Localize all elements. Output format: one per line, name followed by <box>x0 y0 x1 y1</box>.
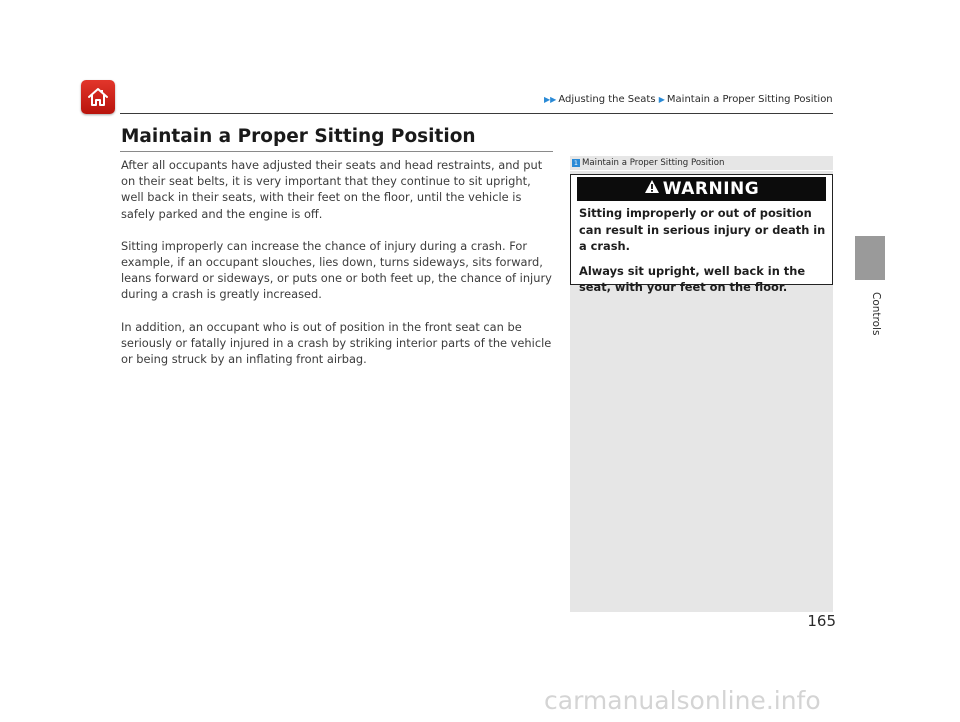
watermark: carmanualsonline.info <box>544 686 821 715</box>
section-tab-marker[interactable] <box>855 236 885 280</box>
body-paragraph: In addition, an occupant who is out of position in the front seat can be seriously or fatally injured in a crash by striking interior parts of the vehicle or being struck by an inflating front airbag. <box>121 319 552 367</box>
home-icon <box>86 86 110 108</box>
header-divider <box>120 113 833 114</box>
reference-number-icon: 1 <box>573 159 579 167</box>
warning-line: Always sit upright, well back in the seat, with your feet on the floor. <box>579 263 806 294</box>
breadcrumb-link-adjusting-seats[interactable]: Adjusting the Seats <box>558 94 656 105</box>
main-content <box>121 157 555 383</box>
sidebar-heading-divider <box>570 170 833 171</box>
page-title: Maintain a Proper Sitting Position <box>121 126 476 147</box>
breadcrumb-current[interactable]: Maintain a Proper Sitting Position <box>666 94 833 105</box>
warning-text <box>579 205 827 304</box>
title-divider <box>120 151 553 152</box>
warning-line: Sitting improperly or out of position can result in serious injury or death in a crash. <box>579 206 826 253</box>
section-tab-label[interactable]: Controls <box>870 292 882 336</box>
sidebar-notes-panel <box>570 156 833 612</box>
warning-header <box>577 177 826 201</box>
body-paragraph: Sitting improperly can increase the chance of injury during a crash. For example, if an occupant slouches, lies down, turns sideways, sits forward, leans forward or sideways, or puts one or both feet up, the chance of injury during a crash is greatly increased. <box>121 238 552 302</box>
warning-title: WARNING <box>662 179 760 199</box>
breadcrumb-arrow-icon: ▶ <box>658 95 665 104</box>
breadcrumb <box>544 94 832 105</box>
breadcrumb-arrow-icon: ▶▶ <box>544 95 557 104</box>
sidebar-heading-text: Maintain a Proper Sitting Position <box>582 158 725 168</box>
page-number: 165 <box>807 612 836 630</box>
body-paragraph: After all occupants have adjusted their seats and head restraints, and put on their seat belts, it is very important that they continue to sit upright, well back in their seats, with their feet on the floor, until the vehicle is safely parked and the engine is off. <box>121 158 543 221</box>
warning-box <box>570 174 833 294</box>
home-button[interactable] <box>81 80 115 114</box>
alert-triangle-icon <box>644 179 660 199</box>
sidebar-heading <box>572 158 724 168</box>
